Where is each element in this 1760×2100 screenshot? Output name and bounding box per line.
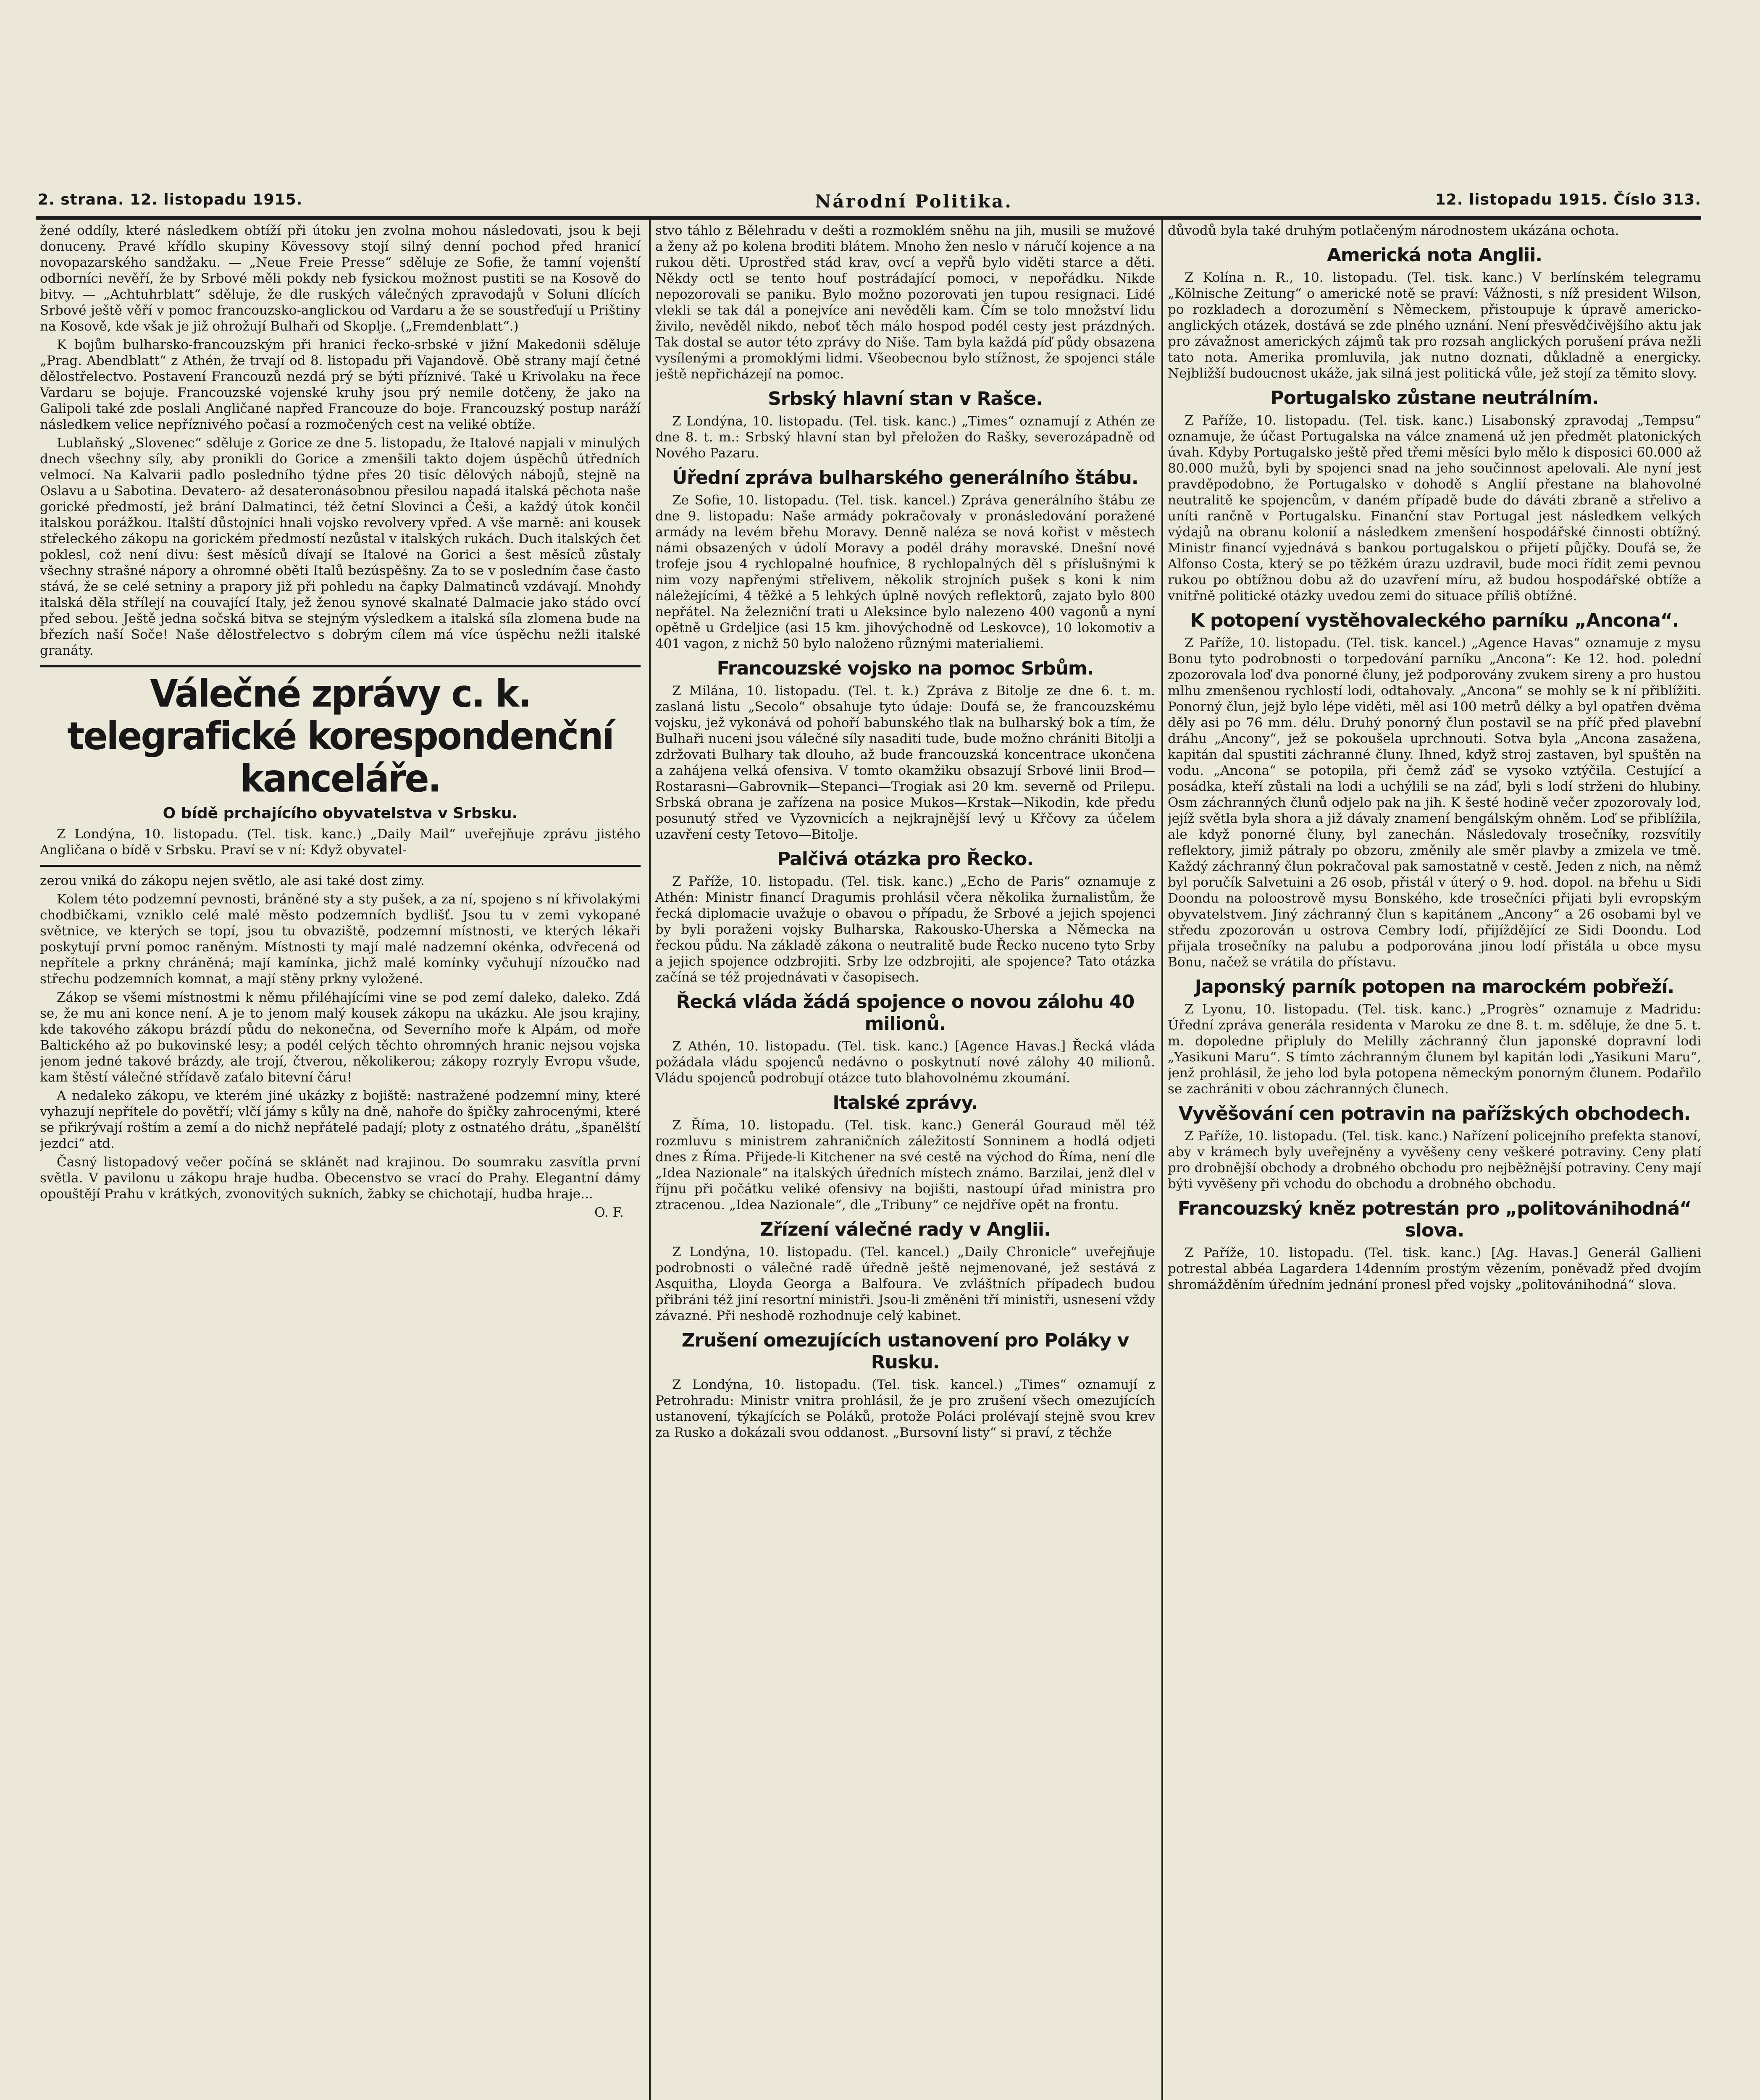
column-divider-2 [1161,220,1163,2100]
article-heading: Americká nota Anglii. [1327,244,1542,266]
column-1 [40,223,641,2100]
article-paragraph: důvodů byla také druhým potlačeným národnostem ukázána ochota. [1168,223,1619,238]
article-heading: Portugalsko zůstane neutrálním. [1270,387,1599,409]
column-divider-1 [649,220,651,2100]
signature: O. F. [594,1205,624,1220]
feuilleton-paragraph: Kolem této podzemní pevnosti, bráněné sty a sty pušek, a za ní, spojeno s ní křivolakými chodbičkami, vzniklo celé malé město podzemních bydlišť. Jsou tu v zemi vykopané světnice, ve kterých se topí, jsou tu obvaziště, podzemní místnosti, ve kterých lékaři poskytují první pomoc raněným. Místnosti ty mají malé nadzemní okénka, odvřecená od nepřítele a prkny chráněná; mají kamínka, jichž malé komínky vyčuhují nízoučko nad střechu podzemních komnat, a mají stěny prkny vyložené. [40,892,641,987]
article-heading: Vyvěšování cen potravin na pařížských obchodech. [1178,1103,1691,1124]
article-heading: Palčivá otázka pro Řecko. [777,848,1034,870]
article-paragraph: Z Lyonu, 10. listopadu. (Tel. tisk. kanc.) „Progrès“ oznamuje z Madridu: Úřední zpráva generála residenta v Maroku ze dne 8. t. m. sděluje, že dne 5. t. m. dopoledne připluly do Melilly záchranný člun japonské dopravní lodi „Yasikuni Maru“. S tímto záchranným člunem byl kapitán lodi „Yasikuni Maru“, jenž prohlásil, že jeho lod byla potopena německým ponorným člunem. Podařilo se zachrániti v obou záchranných člunech. [1168,1002,1701,1097]
article-heading: Italské zprávy. [833,1092,978,1113]
article-heading: K potopení vystěhovaleckého parníku „Ancona“. [1190,610,1679,631]
section-title: Válečné zprávy c. k. telegrafické korespondenční kanceláře. [67,672,613,801]
article-heading: Zrušení omezujících ustanovení pro Poláky v Rusku. [681,1330,1129,1373]
article-paragraph: žené oddíly, které následkem obtíží při útoku jen zvolna mohou následovati, jsou k beji donuceny. Pravé křídlo skupiny Kövessovy stojí silný denní pochod před hranicí novopazarského sandžaku. — „Neue Freie Presse“ sděluje ze Sofie, že tamní vojenští odborníci nevěří, že by Srbové měli pokdy neb fysickou možnost pustiti se na Kosově do bitvy. — „Achtuhrblatt“ sděluje, že dle ruských válečných zpravodajů v Soluni dlících Srbové ještě věří v pomoc francouzsko-anglickou od Vardaru a že se soustřeďují u Prištiny na Kosově, kde však je již ohrožují Bulhaři od Skoplje. („Fremdenblatt“.) [40,223,641,334]
article-paragraph: stvo táhlo z Bělehradu v dešti a rozmoklém sněhu na jih, musili se mužové a ženy až po kolena broditi blátem. Mnoho žen neslo v náručí kojence a na rukou děti. Uprostřed stád krav, ovcí a vepřů bylo viděti starce a děti. Někdy octl se tento houf postrádající pomoci, v nepořádku. Nikde nepozorovali se paniku. Bylo možno pozorovati jen tupou resignaci. Lidé vlekli se tak dál a ponejvíce ani nevěděli kam. Čím se tolo množství lidu živilo, nevěděl nikdo, neboť těch málo hospod podél cesty jest prázdných. Tak dostal se autor této zprávy do Niše. Tam byla každá píď půdy obsazena vysílenými a promoklými lidmi. Všeobecnou bylo stížnost, že spojenci stále ještě nepřicházejí na pomoc. [655,223,1155,382]
article-heading: Řecká vláda žádá spojence o novou zálohu 40 milionů. [676,991,1135,1034]
article-paragraph: K bojům bulharsko-francouzským při hranici řecko-srbské v jižní Makedonii sděluje „Prag. Abendblatt“ z Athén, že trvají od 8. listopadu při Vajandově. Obě strany mají četné dělostřelectvo. Postavení Francouzů nezdá prý se býti příznivé. Také u Krivolaku na řece Vardaru se bojuje. Francouzské vojenské kruhy jsou prý nemile dotčeny, že jako na Galipoli také zde poslali Angličané napřed Francouze do boje. Francouzský postup naráží následkem velice nepříznivého počasí a rozmočených cest na veliké obtíže. [40,337,641,432]
article-paragraph: Z Londýna, 10. listopadu. (Tel. tisk. kanc.) „Daily Mail“ uveřejňuje zprávu jistého Angličana o bídě v Srbsku. Praví se v ní: Když obyvatel- [40,827,641,858]
column-2 [655,223,1155,2100]
article-paragraph: Z Milána, 10. listopadu. (Tel. t. k.) Zpráva z Bitolje ze dne 6. t. m. zaslaná listu „Secolo“ obsahuje tyto údaje: Doufá se, že francouzskému vojsku, jež vykonává od pohoří babunského tlak na bulharský bok a tím, že Bulhaři nuceni jsou válečné síly nasaditi tude, bude možno chrániti Bitolji a zdržovati Bulhary tak dlouho, až bude francouzská koncentrace ukončena a zahájena velká ofensiva. V tomto okamžiku obsazují Srbové linii Brod—Rostarasni—Gabrovnik—Stepanci—Trogiak asi 20 km. severně od Prilepu. Srbská obrana je zařízena na posice Mukos—Krstak—Nikodin, kde předu posunutý střed ve Vyzovnicích a nejkrajnější levý u Křčovy za účelem uzavření cesty Tetovo—Bitolje. [655,683,1155,842]
article-paragraph: Lublaňský „Slovenec“ sděluje z Gorice ze dne 5. listopadu, že Italové napjali v minulých dnech všechny síly, aby pronikli do Gorice a zmenšili takto dojem úspěchů útředních velmocí. Na Kalvarii padlo posledního týdne přes 20 tisíc dělových nábojů, stejně na Oslavu a u Sabotina. Devatero- až desateronásobnou přesilou napadá italská pěchota naše gorické předmostí, jež brání Dalmatinci, též četní Slovinci a Češi, a každý útok končil italskou porážkou. Italští důstojníci hnali vojsko revolvery vpřed. A vše marně: ani kousek střeleckého zákopu na gorickém předmostí nezůstal v italských rukách. Duch italských čet poklesl, což není divu: šest měsíců dívají se Italové na Gorici a šest měsíců zůstaly všechny strašné nápory a ohromné oběti Italů bezúspěšny. Za to se v posledním čase často stává, že se celé setniny a prapory již při pohledu na čapky Dalmatinců vzdávají. Mnohdy italská děla střílejí na couvající Italy, jež ženou synové skalnaté Dalmacie jako stádo ovcí před sebou. Ještě jedna sočská bitva se stejným výsledkem a italská síla zlomena bude na březích naší Soče! Naše dělostřelectvo s dobrým cílem má více úspěchu nežli italské granáty. [40,436,641,658]
feuilleton-paragraph: A nedaleko zákopu, ve kterém jiné ukázky z bojiště: nastražené podzemní miny, které vyhazují nepřítele do povětří; vlčí jámy s kůly na dně, nahoře do špičky zahrocenými, které se přikrývají roštím a zemí a do nichž nepřátelé padají; ploty z ostnatého drátu, „španělští jezdci“ atd. [40,1088,641,1151]
header-page-date: 2. strana. 12. listopadu 1915. [38,191,303,208]
article-paragraph: Z Paříže, 10. listopadu. (Tel. tisk. kanc.) Lisabonský zpravodaj „Tempsu“ oznamuje, že účast Portugalska na válce znamená už jen předmět platonických úvah. Kdyby Portugalsko ještě před třemi měsíci bylo mělo k disposici 60.000 až 80.000 mužů, byli by spojenci snad na jeho součinnost apelovali. Ale nyní jest pravděpodobno, že Portugalsko v dohodě s Anglií přestane na blahovolné neutralitě ke spojencům, v daném případě bude do dáváti zbraně a střelivo a uníti rančně v Portugalsku. Finanční stav Portugal jest následkem velkých výdajů na obranu kolonií a následkem zmenšení hospodářské činnosti obtížný. Ministr financí vyjednává s bankou portugalskou o přijetí půjčky. Doufá se, že Alfonso Costa, který se po těžkém úrazu uzdravil, bude moci řídit zemi pevnou rukou po obtížnou dobu až do uzavření míru, až budou hospodářské obtíže a vnitřně politické otázky uvedou zemi do situace příliš obtížné. [1168,413,1701,604]
article-paragraph: Z Paříže, 10. listopadu. (Tel. tisk. kancel.) „Agence Havas“ oznamuje z mysu Bonu tyto podrobnosti o torpedování parníku „Ancona“: Ke 12. hod. polední zpozorovala loď dva ponorné čluny, jež podporovány zvukem sireny a pro hustou mlhu zmenšenou rychlostí lodi, odtahovaly. „Ancona“ se mohly se k ní přiblížiti. Ponorný člun, jejž bylo lépe viděti, měl asi 100 metrů délky a byl opatřen dvěma děly asi po 76 mm. délu. Druhý ponorný člun postavil se na příč před plavební dráhu „Ancony“, jež se pokoušela uprchnouti. Sotva byla „Ancona zasažena, kapitán dal spustiti záchranné čluny. Ihned, když stroj zastaven, byl spuštěn na vodu. „Ancona“ se potopila, při čemž záď se vysoko vztýčila. Cestující a posádka, kteří zůstali na lodi a uchýlili se na záď, byli s lodí strženi do hlubiny. Osm záchranných člunů odjelo pak na jih. K šesté hodině večer zpozorovaly lod, jejíž světla byla shora a již dávaly znamení bengálským ohněm. Loď se přiblížila, ale když ponorné čluny, byl zanechán. Následovaly trosečníky, rozsvítily reflektory, jimiž pátraly po obzoru, změnily ale směr plavby a zmizela ve tmě. Každý záchranný člun pokračoval pak samostatně v cestě. Jeden z nich, na němž byl poručík Salvetuini a 26 osob, přistál v úterý o 9. hod. dopol. na břehu u Sidi Doondu na poloostrově mysu Bonského, kde trosečníci přijati byli evropským obyvatelstvem. Jiný záchranný člun s kapitánem „Ancony“ a 26 osobami byl ve středu zpozorován u ostrova Cembry lodí, přijíždějící ze Sidi Doondu. Loď přijala trosečníky na palubu a podporována jinou lodí přistála u obce mysu Bonu, načež se vrátila do přístavu. [1168,635,1701,970]
article-paragraph: Z Londýna, 10. listopadu. (Tel. tisk. kancel.) „Times“ oznamují z Petrohradu: Ministr vnitra prohlásil, že je pro zrušení všech omezujících ustanovení, týkajících se Poláků, protože Poláci prolévají stejně svou krev za Rusko a dokázali svou oddanost. „Bursovní listy“ si praví, z těchže [655,1377,1155,1440]
article-paragraph: Ze Sofie, 10. listopadu. (Tel. tisk. kancel.) Zpráva generálního štábu ze dne 9. listopadu: Naše armády pokračovaly v pronásledování poražené armády na levém břehu Moravy. Denně naléza se nová kořist v městech námi obsazených v údolí Moravy a podél dráhy moravské. Dnešní nové trofeje jsou 4 rychlopalné houfnice, 8 rychlopalných děl s příslušnými k nim vozy napřenými střelivem, několik strojních pušek s koni k nim náležejícími, 4 těžké a 5 lehkých úplně nových reflektorů, zajato bylo 800 nepřátel. Na železniční trati u Aleksince bylo nalezeno 400 vagonů a nyní opětně u Grdeljice (asi 15 km. jihovýchodně od Leskovce), 10 lokomotiv a 401 vagon, z nichž 50 bylo naloženo různými materialiemi. [655,493,1155,651]
article-heading: Francouzské vojsko na pomoc Srbům. [717,658,1094,679]
article-paragraph: Z Kolína n. R., 10. listopadu. (Tel. tisk. kanc.) V berlínském telegramu „Kölnische Zeitung“ o americké notě se praví: Vážnosti, s níž president Wilson, po rozkladech a dorozumění s Německem, přistoupuje k úpravě americko-anglických otázek, dostává se zde plného uznání. Není přesvědčivějšího aktu jak pro závažnost amerických zájmů tak pro rozsah anglických porušení práva nežli tato nota. Amerika promluvila, jak nutno doznati, důkladně a energicky. Nejbližší budoucnost ukáže, jak silná jest politická vůle, jež stojí za těmito slovy. [1168,270,1701,381]
article-paragraph: Z Říma, 10. listopadu. (Tel. tisk. kanc.) Generál Gouraud měl též rozmluvu s ministrem zahraničních záležitostí Sonninem a hodlá odjeti dnes z Říma. Přijede-li Kitchener na své cestě na východ do Říma, není dle „Idea Nazionale“ na italských úředních místech známo. Barzilai, jenž dlel v říjnu při počátku veliké ofensivy na bojišti, nastoupí úřad ministra pro ztracenou. „Idea Nazionale“, dle „Tribuny“ ce nejdříve opět na frontu. [655,1118,1155,1213]
feuilleton-paragraph: Časný listopadový večer počíná se sklánět nad krajinou. Do soumraku zasvítla první světla. V pavilonu u zákopu hraje hudba. Obecenstvo se vrací do Prahy. Elegantní dámy opouštějí Prahu v krátkých, zvonovitých sukních, žabky se chichotají, hudba hraje... [40,1155,641,1202]
column-3 [1168,223,1701,2100]
article-paragraph: Z Paříže, 10. listopadu. (Tel. tisk. kanc.) Nařízení policejního prefekta stanoví, aby v krámech byly uveřejněny a vyvěšeny ceny veškeré potraviny. Ceny platí pro drobnější obchody a drobného obchodu pro nejběžnější potraviny. Ceny mají býti vyvěšeny při vchodu do obchodu a drobného obchodu. [1168,1129,1701,1192]
feuilleton-rule [40,865,641,867]
article-heading: Francouzský kněz potrestán pro „politovánihodná“ slova. [1177,1198,1692,1241]
article-heading: Úřední zpráva bulharského generálního štábu. [672,467,1138,488]
masthead-title: Národní Politika. [815,191,1013,212]
article-paragraph: Z Londýna, 10. listopadu. (Tel. kancel.) „Daily Chronicle“ uveřejňuje podrobnosti o válečné radě úředně ještě nejmenované, jež sestává z Asquitha, Lloyda Georga a Balfoura. Ve zvláštních případech budou přibráni též jiní resortní ministři. Jsou-li změněni tří ministři, usnesení vždy závazné. Při neshodě rozhodnuje celý kabinet. [655,1244,1155,1323]
article-paragraph: Z Athén, 10. listopadu. (Tel. tisk. kanc.) [Agence Havas.] Řecká vláda požádala vládu spojenců nedávno o poskytnutí nové zálohy 40 milionů. Vládu spojenců podrobují otázce tuto blahovolnému zkoumání. [655,1039,1155,1086]
article-heading: Zřízení válečné rady v Anglii. [760,1219,1051,1240]
article-paragraph: Z Paříže, 10. listopadu. (Tel. tisk. kanc.) „Echo de Paris“ oznamuje z Athén: Ministr financí Dragumis prohlásil včera několika žurnalistům, že řecká diplomacie uvažuje o obavou o případu, že Srbové a jejich spojenci by byli poraženi vojsky Bulharska, Rakousko-Uherska a Německa na řeckou půdu. Na základě zákona o neutralitě bude Řecko nuceno tyto Srby a jejich spojence odzbrojiti. Srby lze odzbrojiti, ale spojence? Tato otázka začíná se též projednávati v časopisech. [655,874,1155,985]
page-header [38,191,1701,216]
article-heading: Japonský parník potopen na marockém pobřeží. [1195,976,1674,998]
feuilleton-paragraph: zerou vniká do zákopu nejen světlo, ale asi také dost zimy. [40,873,425,888]
header-rule [36,216,1701,220]
article-heading: O bídě prchajícího obyvatelstva v Srbsku. [163,805,518,822]
feuilleton-paragraph: Zákop se všemi místnostmi k němu přiléhajícími vine se pod zemí daleko, daleko. Zdá se, že mu ani konce není. A je to jenom malý kousek zákopu na ukázku. Ale jsou krajiny, kde takového zákopu brázdí půdu do nekonečna, od Severního moře k Alpám, od moře Baltického až po bukovinské lesy; a podél celých těchto ohromných hranic nejsou vojska jenom jedné takové brázdy, ale trojí, čtverou, několikerou; zákopy rozryly Evropu všude, kam štěstí válečné střídavě zaťalo bitevní čáru! [40,990,641,1085]
section-rule [40,665,641,667]
article-heading: Srbský hlavní stan v Rašce. [768,388,1043,410]
article-paragraph: Z Paříže, 10. listopadu. (Tel. tisk. kanc.) [Ag. Havas.] Generál Gallieni potrestal abbéa Lagardera 14denním prostým vězením, poněvadž před dvojím shromážděním úředním jednání pronesl před vojsky „politovánihodná“ slova. [1168,1245,1701,1292]
article-paragraph: Z Londýna, 10. listopadu. (Tel. tisk. kanc.) „Times“ oznamují z Athén ze dne 8. t. m.: Srbský hlavní stan byl přeložen do Rašky, severozápadně od Nového Pazaru. [655,414,1155,461]
header-issue: 12. listopadu 1915. Číslo 313. [1435,191,1701,208]
